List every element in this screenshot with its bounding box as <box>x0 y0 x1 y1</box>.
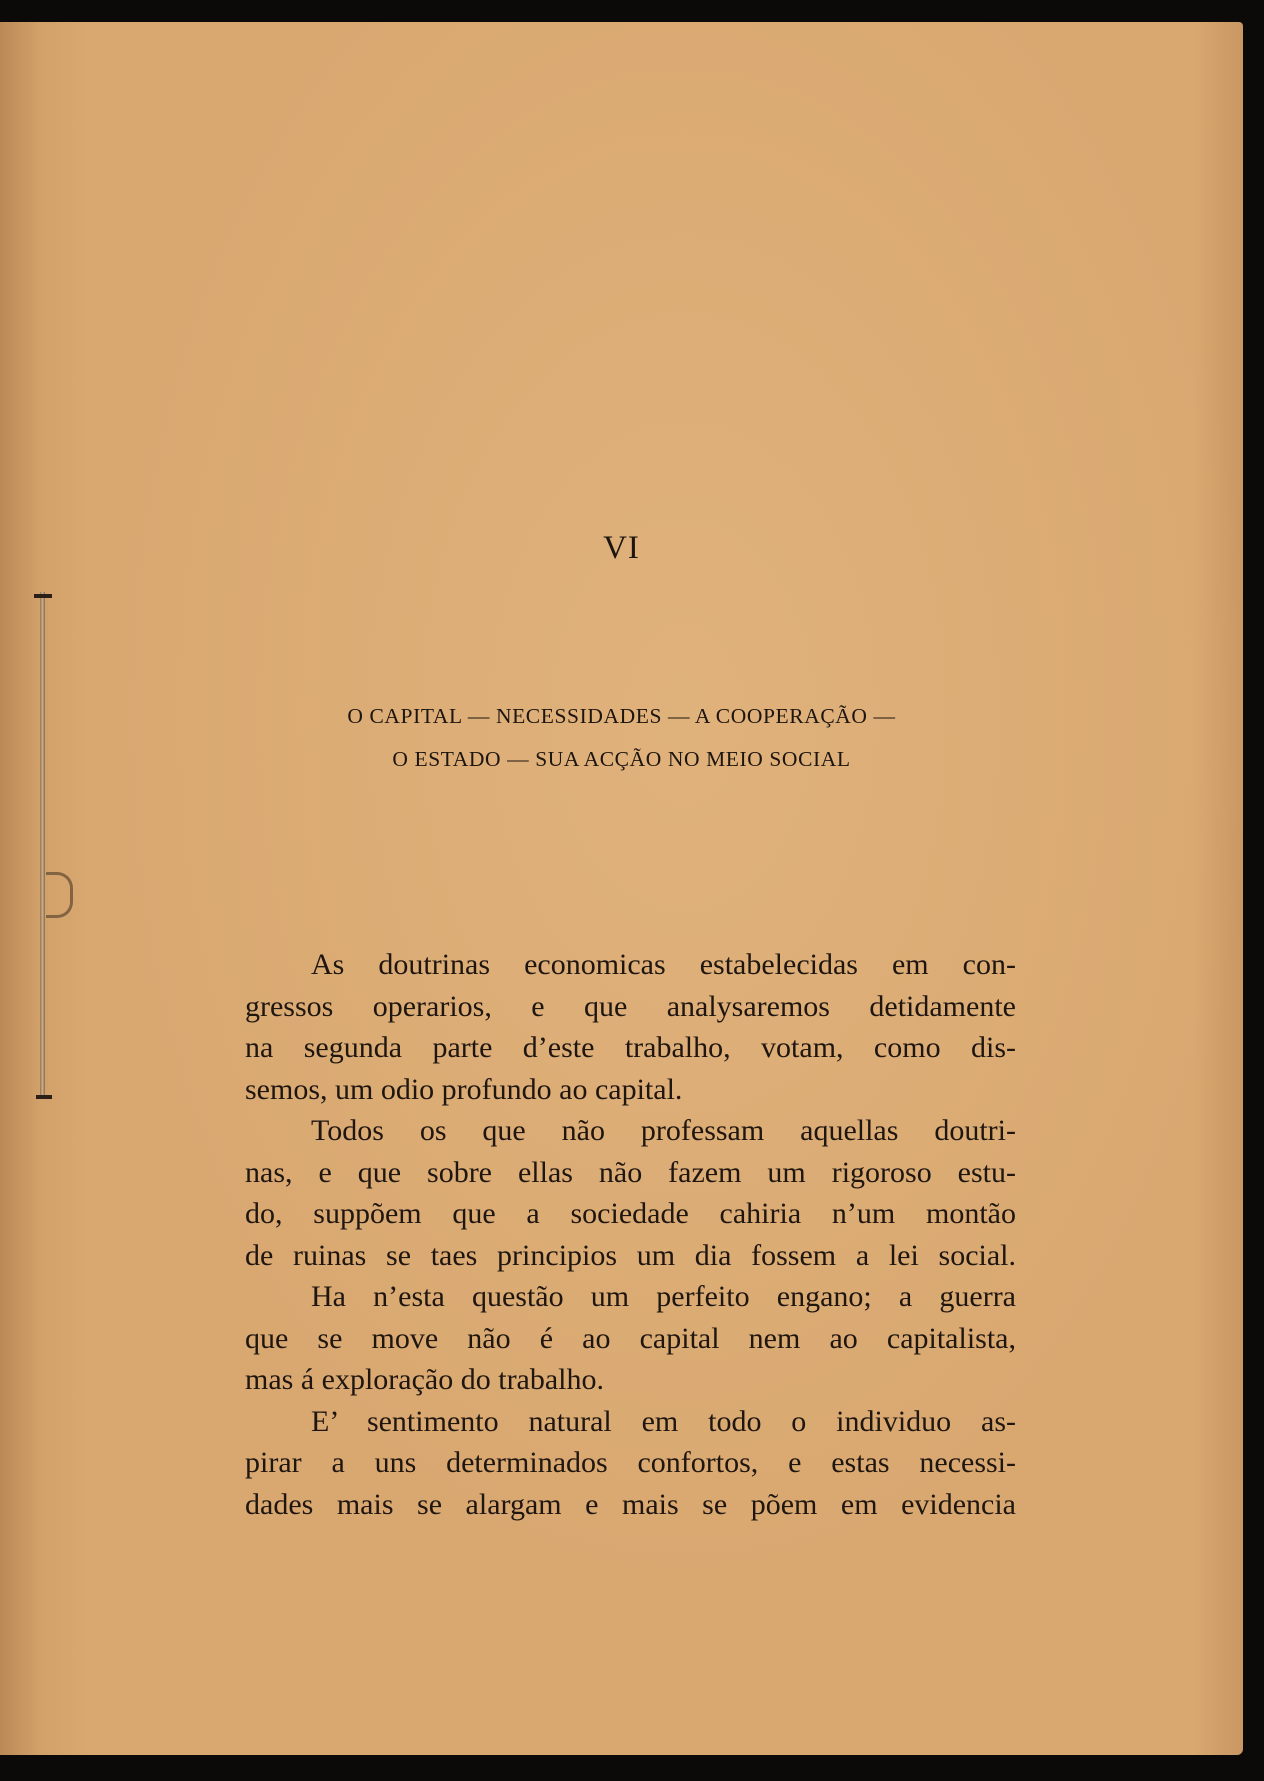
book-page <box>0 22 1243 1755</box>
binding-staple-bottom <box>36 1095 52 1099</box>
text-line: Ha n’esta questão um perfeito engano; a guerra <box>311 1280 1016 1313</box>
text-line: dades mais se alargam e mais se põem em evidencia <box>245 1487 1016 1521</box>
chapter-subtitle-line-1: O CAPITAL — NECESSIDADES — A COOPERAÇÃO — <box>347 704 896 728</box>
chapter-number: VI <box>603 530 640 566</box>
text-line: do, suppõem que a sociedade cahiria n’um montão <box>245 1197 1016 1230</box>
binding-staple-top <box>34 594 52 598</box>
binding-knot <box>46 872 73 918</box>
text-line: na segunda parte d’este trabalho, votam, como dis- <box>245 1031 1016 1064</box>
text-line: que se move não é ao capital nem ao capitalista, <box>245 1321 1016 1355</box>
text-line: mas á exploração do trabalho. <box>245 1363 605 1396</box>
text-line: Todos os que não professam aquellas doutri- <box>311 1114 1016 1147</box>
binding-thread <box>40 592 45 1097</box>
text-line: As doutrinas economicas estabelecidas em con- <box>311 948 1016 981</box>
body-text <box>245 944 1016 1525</box>
chapter-subtitle-line-2: O ESTADO — SUA ACÇÃO NO MEIO SOCIAL <box>392 747 851 771</box>
text-line: nas, e que sobre ellas não fazem um rigoroso estu- <box>245 1155 1016 1189</box>
text-line: pirar a uns determinados confortos, e estas necessi- <box>245 1446 1016 1479</box>
text-line: semos, um odio profundo ao capital. <box>245 1072 683 1106</box>
text-line: gressos operarios, e que analysaremos detidamente <box>245 989 1016 1023</box>
text-line: E’ sentimento natural em todo o individuo as- <box>311 1404 1016 1438</box>
text-line: de ruinas se taes principios um dia fossem a lei social. <box>245 1238 1016 1272</box>
